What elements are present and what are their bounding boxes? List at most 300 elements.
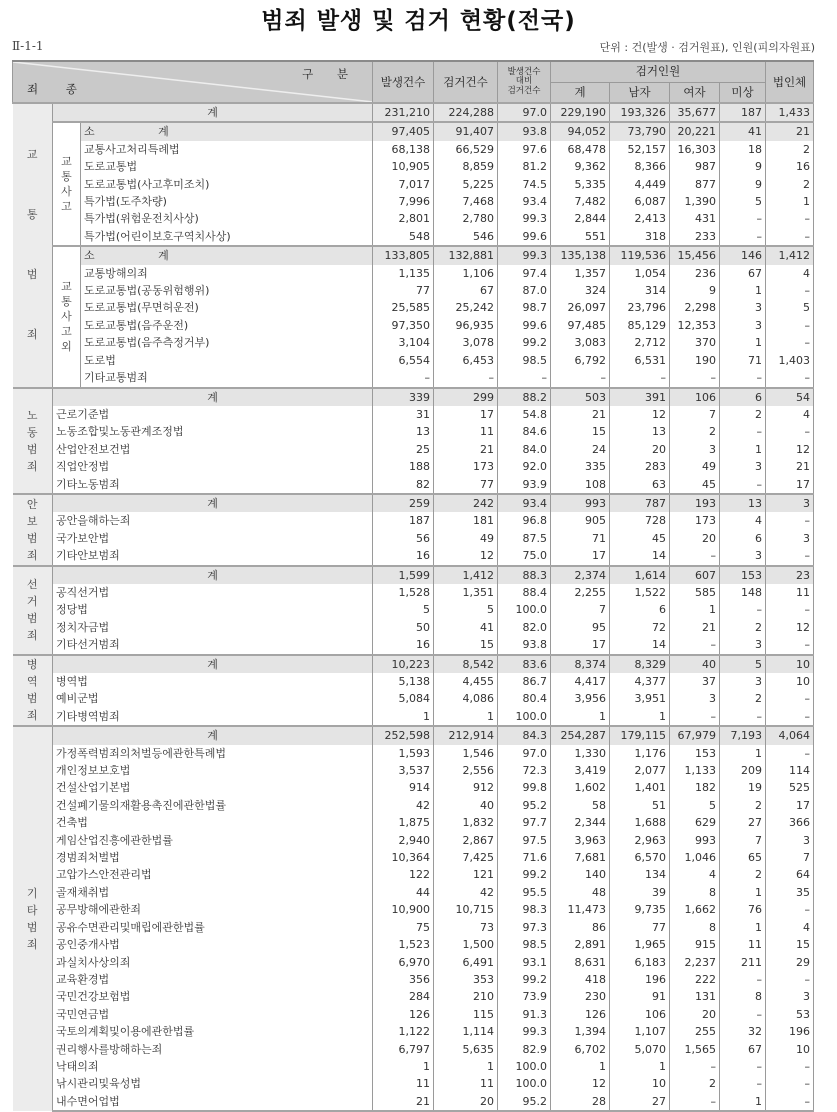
value-cell: 75.0	[498, 547, 551, 565]
value-cell: 1,522	[610, 584, 670, 601]
table-row	[13, 530, 814, 547]
row-name: 공유수면관리및매립에관한법률	[56, 920, 205, 934]
value-cell: 196	[610, 971, 670, 988]
group-label-char: 사	[61, 310, 72, 324]
value-cell: 915	[670, 936, 720, 953]
table-row	[13, 265, 814, 282]
value-cell: 95.5	[498, 884, 551, 901]
value-cell: 73	[434, 919, 498, 936]
value-cell: 91,407	[434, 122, 498, 140]
value-cell: 93.1	[498, 954, 551, 971]
value-cell: 84.3	[498, 726, 551, 744]
value-cell: 9	[720, 158, 766, 175]
group-label-char: 기	[26, 887, 38, 901]
value-cell: 114	[766, 762, 814, 779]
row-name: 기타안보범죄	[56, 549, 120, 563]
value-cell: 133,805	[373, 246, 434, 264]
table-row	[13, 779, 814, 796]
value-cell: 224,288	[434, 103, 498, 122]
value-cell: 4,064	[766, 726, 814, 744]
value-cell: 8,329	[610, 655, 670, 673]
row-name: 특가법(어린이보호구역치사상)	[84, 229, 231, 243]
value-cell: –	[766, 971, 814, 988]
value-cell: –	[720, 369, 766, 387]
value-cell: 1,688	[610, 814, 670, 831]
value-cell: 41	[434, 619, 498, 636]
value-cell: 1,107	[610, 1023, 670, 1040]
row-name: 기타노동범죄	[56, 477, 120, 491]
value-cell: –	[720, 1058, 766, 1075]
value-cell: 2,237	[670, 954, 720, 971]
row-name: 공무방해에관한죄	[56, 903, 142, 917]
value-cell: 912	[434, 779, 498, 796]
group-label-char: 선	[26, 578, 38, 592]
group-label-char: 범	[26, 692, 38, 706]
value-cell: 3	[720, 547, 766, 565]
value-cell: 82.9	[498, 1041, 551, 1058]
value-cell: –	[720, 1075, 766, 1092]
value-cell: 7	[766, 849, 814, 866]
value-cell: 97.0	[498, 745, 551, 762]
value-cell: –	[720, 1006, 766, 1023]
value-cell: 787	[610, 494, 670, 512]
value-cell: 335	[551, 458, 610, 475]
value-cell: 1	[373, 1058, 434, 1075]
value-cell: 100.0	[498, 1075, 551, 1092]
value-cell: 97.4	[498, 265, 551, 282]
table-row	[13, 601, 814, 618]
value-cell: 2,963	[610, 832, 670, 849]
row-name: 도로교통법(음주측정거부)	[84, 336, 210, 350]
value-cell: –	[766, 282, 814, 299]
value-cell: 84.0	[498, 441, 551, 458]
table-row	[13, 158, 814, 175]
value-cell: 187	[373, 512, 434, 529]
value-cell: 1,593	[373, 745, 434, 762]
value-cell: –	[766, 901, 814, 918]
value-cell: 21	[434, 441, 498, 458]
value-cell: –	[766, 745, 814, 762]
value-cell: 4	[766, 919, 814, 936]
value-cell: 11	[434, 423, 498, 440]
row-name: 정치자금법	[56, 620, 110, 634]
table-row	[13, 832, 814, 849]
value-cell: 126	[551, 1006, 610, 1023]
value-cell: 1,614	[610, 566, 670, 584]
value-cell: 64	[766, 866, 814, 883]
value-cell: –	[670, 547, 720, 565]
table-row	[13, 334, 814, 351]
row-name: 개인정보보호법	[56, 764, 131, 778]
group-label-char: 범	[26, 921, 38, 935]
row-name: 공인중개사법	[56, 938, 120, 952]
value-cell: 93.4	[498, 494, 551, 512]
value-cell: 4	[766, 265, 814, 282]
value-cell: 99.3	[498, 210, 551, 227]
value-cell: 92.0	[498, 458, 551, 475]
value-cell: 17	[551, 636, 610, 654]
header-ratio-line1: 발생건수	[507, 66, 541, 77]
row-name: 골재채취법	[56, 885, 110, 899]
value-cell: 233	[670, 228, 720, 246]
value-cell: 6,797	[373, 1041, 434, 1058]
value-cell: 41	[720, 122, 766, 140]
value-cell: 1,357	[551, 265, 610, 282]
value-cell: 16	[373, 636, 434, 654]
value-cell: 26,097	[551, 299, 610, 316]
value-cell: 31	[373, 406, 434, 423]
value-cell: 10	[766, 1041, 814, 1058]
value-cell: 25,585	[373, 299, 434, 316]
header-gubun: 구 분	[302, 67, 359, 81]
row-name: 국토의계획및이용에관한법률	[56, 1025, 195, 1039]
value-cell: 10	[766, 673, 814, 690]
value-cell: 98.5	[498, 936, 551, 953]
value-cell: 8,859	[434, 158, 498, 175]
value-cell: 5,635	[434, 1041, 498, 1058]
value-cell: –	[720, 971, 766, 988]
value-cell: 551	[551, 228, 610, 246]
value-cell: 95.2	[498, 797, 551, 814]
value-cell: 187	[720, 103, 766, 122]
value-cell: 73,790	[610, 122, 670, 140]
value-cell: 97.7	[498, 814, 551, 831]
value-cell: 181	[434, 512, 498, 529]
group-label-4	[13, 655, 53, 727]
value-cell: 73.9	[498, 988, 551, 1005]
row-name: 도로교통법(음주운전)	[84, 318, 189, 332]
value-cell: 4,417	[551, 673, 610, 690]
value-cell: 242	[434, 494, 498, 512]
value-cell: 5	[720, 655, 766, 673]
value-cell: 3,078	[434, 334, 498, 351]
value-cell: 140	[551, 866, 610, 883]
value-cell: 324	[551, 282, 610, 299]
value-cell: 4,377	[610, 673, 670, 690]
table-row	[13, 210, 814, 227]
header-arrested-persons: 검거인원	[551, 61, 766, 82]
value-cell: 66,529	[434, 141, 498, 158]
value-cell: 25,242	[434, 299, 498, 316]
table-row	[13, 690, 814, 707]
value-cell: 67,979	[670, 726, 720, 744]
value-cell: 299	[434, 388, 498, 406]
value-cell: 2	[670, 1075, 720, 1092]
row-name: 도로교통법(무면허운전)	[84, 301, 199, 315]
value-cell: 1	[720, 1093, 766, 1111]
row-name: 건설폐기물의재활용촉진에관한법률	[56, 798, 227, 812]
value-cell: 3	[670, 690, 720, 707]
value-cell: 148	[720, 584, 766, 601]
value-cell: 2	[766, 141, 814, 158]
row-name: 교통방해의죄	[84, 266, 148, 280]
value-cell: 6	[720, 530, 766, 547]
value-cell: 81.2	[498, 158, 551, 175]
value-cell: 2,780	[434, 210, 498, 227]
value-cell: 91	[610, 988, 670, 1005]
value-cell: 12	[551, 1075, 610, 1092]
table-row	[13, 1075, 814, 1092]
value-cell: 2,413	[610, 210, 670, 227]
table-row	[13, 423, 814, 440]
value-cell: 2,255	[551, 584, 610, 601]
value-cell: 5,084	[373, 690, 434, 707]
value-cell: 4,086	[434, 690, 498, 707]
row-name: 노동조합및노동관계조정법	[56, 425, 184, 439]
row-name: 도로교통법(공동위험행위)	[84, 284, 210, 298]
value-cell: –	[766, 210, 814, 227]
value-cell: –	[720, 228, 766, 246]
value-cell: 77	[434, 476, 498, 494]
table-row	[13, 193, 814, 210]
value-cell: 2,940	[373, 832, 434, 849]
value-cell: 283	[610, 458, 670, 475]
value-cell: 40	[434, 797, 498, 814]
value-cell: 7	[720, 832, 766, 849]
value-cell: 6,491	[434, 954, 498, 971]
value-cell: 19	[720, 779, 766, 796]
value-cell: 3,537	[373, 762, 434, 779]
row-name: 경범죄처벌법	[56, 851, 120, 865]
header-occur: 발생건수	[373, 61, 434, 103]
value-cell: 2	[720, 406, 766, 423]
value-cell: 2	[720, 619, 766, 636]
value-cell: 96.8	[498, 512, 551, 529]
value-cell: –	[720, 423, 766, 440]
row-name: 교육환경법	[56, 972, 110, 986]
value-cell: 96,935	[434, 317, 498, 334]
value-cell: 1	[720, 919, 766, 936]
table-code: Ⅱ-1-1	[12, 39, 44, 53]
value-cell: 72	[610, 619, 670, 636]
value-cell: 1,523	[373, 936, 434, 953]
value-cell: 1,565	[670, 1041, 720, 1058]
value-cell: 222	[670, 971, 720, 988]
table-row	[13, 458, 814, 475]
value-cell: –	[498, 369, 551, 387]
row-name: 정당법	[56, 603, 88, 617]
value-cell: 21	[373, 1093, 434, 1111]
group-label-char: 외	[61, 340, 72, 354]
row-name: 내수면어업법	[53, 1093, 373, 1111]
table-row	[13, 476, 814, 494]
value-cell: 67	[720, 1041, 766, 1058]
value-cell: –	[610, 369, 670, 387]
value-cell: –	[766, 601, 814, 618]
value-cell: 21	[766, 122, 814, 140]
value-cell: 97.6	[498, 141, 551, 158]
group-label-char: 죄	[26, 938, 38, 952]
table-row	[13, 1041, 814, 1058]
value-cell: 6,554	[373, 352, 434, 369]
group-total-row	[13, 388, 814, 406]
value-cell: 97,405	[373, 122, 434, 140]
value-cell: 71.6	[498, 849, 551, 866]
value-cell: 99.6	[498, 228, 551, 246]
value-cell: 17	[766, 797, 814, 814]
value-cell: 51	[610, 797, 670, 814]
value-cell: 88.3	[498, 566, 551, 584]
total-label: 계	[53, 566, 373, 584]
value-cell: 11	[373, 1075, 434, 1092]
row-name: 과실치사상의죄	[56, 955, 131, 969]
row-name: 도로법	[84, 353, 116, 367]
value-cell: 58	[551, 797, 610, 814]
value-cell: 211	[720, 954, 766, 971]
table-row	[13, 884, 814, 901]
value-cell: 122	[373, 866, 434, 883]
value-cell: 3	[766, 988, 814, 1005]
value-cell: 98.7	[498, 299, 551, 316]
value-cell: 1,122	[373, 1023, 434, 1040]
group-label-char: 죄	[26, 629, 38, 643]
header-ratio-line3: 검거건수	[507, 85, 541, 96]
value-cell: –	[670, 1093, 720, 1111]
row-name: 낙태의죄	[56, 1059, 99, 1073]
value-cell: 7,468	[434, 193, 498, 210]
value-cell: 11	[434, 1075, 498, 1092]
value-cell: –	[434, 369, 498, 387]
value-cell: 2	[720, 690, 766, 707]
value-cell: 3	[766, 494, 814, 512]
header-ratio-line2: 대비	[515, 76, 533, 87]
group-label-char: 사	[61, 185, 72, 199]
value-cell: 7,482	[551, 193, 610, 210]
value-cell: 6,087	[610, 193, 670, 210]
value-cell: 5,225	[434, 176, 498, 193]
row-name: 근로기준법	[56, 407, 110, 421]
value-cell: 97.3	[498, 919, 551, 936]
value-cell: 1,599	[373, 566, 434, 584]
value-cell: 5	[434, 601, 498, 618]
value-cell: 2,867	[434, 832, 498, 849]
value-cell: 8,631	[551, 954, 610, 971]
value-cell: 17	[434, 406, 498, 423]
value-cell: 6,970	[373, 954, 434, 971]
value-cell: 353	[434, 971, 498, 988]
row-name: 건축법	[56, 816, 88, 830]
value-cell: 12	[610, 406, 670, 423]
value-cell: 86	[551, 919, 610, 936]
value-cell: –	[670, 1058, 720, 1075]
value-cell: 209	[720, 762, 766, 779]
value-cell: 548	[373, 228, 434, 246]
value-cell: 284	[373, 988, 434, 1005]
row-name: 직업안정법	[56, 460, 110, 474]
value-cell: 12	[434, 547, 498, 565]
value-cell: 52,157	[610, 141, 670, 158]
value-cell: 431	[670, 210, 720, 227]
value-cell: 3,419	[551, 762, 610, 779]
value-cell: 6	[610, 601, 670, 618]
value-cell: 15	[766, 936, 814, 953]
value-cell: 7	[670, 406, 720, 423]
value-cell: 230	[551, 988, 610, 1005]
group-label-3	[13, 566, 53, 655]
value-cell: 9,735	[610, 901, 670, 918]
value-cell: 3	[720, 317, 766, 334]
row-name: 국민연금법	[56, 1007, 110, 1021]
value-cell: 339	[373, 388, 434, 406]
value-cell: 1	[766, 193, 814, 210]
value-cell: 370	[670, 334, 720, 351]
value-cell: 106	[610, 1006, 670, 1023]
value-cell: 68,138	[373, 141, 434, 158]
table-row	[13, 954, 814, 971]
value-cell: 8,542	[434, 655, 498, 673]
value-cell: 1	[720, 745, 766, 762]
value-cell: 83.6	[498, 655, 551, 673]
row-name: 기타병역범죄	[56, 709, 120, 723]
value-cell: 6,570	[610, 849, 670, 866]
value-cell: 182	[670, 779, 720, 796]
group-label-2	[13, 494, 53, 566]
value-cell: 1	[720, 334, 766, 351]
value-cell: 1	[434, 1058, 498, 1075]
row-name: 국가보안법	[56, 531, 110, 545]
row-name: 기타교통범죄	[84, 371, 148, 385]
value-cell: 14	[610, 547, 670, 565]
table-row	[13, 814, 814, 831]
row-name: 권리행사를방해하는죄	[56, 1042, 163, 1056]
value-cell: 607	[670, 566, 720, 584]
value-cell: 17	[766, 476, 814, 494]
value-cell: 95	[551, 619, 610, 636]
value-cell: 212,914	[434, 726, 498, 744]
value-cell: 7,681	[551, 849, 610, 866]
group-label-0	[13, 103, 53, 388]
value-cell: –	[766, 423, 814, 440]
value-cell: 3	[766, 530, 814, 547]
value-cell: 1,875	[373, 814, 434, 831]
value-cell: 173	[670, 512, 720, 529]
value-cell: 231,210	[373, 103, 434, 122]
value-cell: 56	[373, 530, 434, 547]
row-name: 산업안전보건법	[56, 442, 131, 456]
table-row	[13, 141, 814, 158]
value-cell: 10	[610, 1075, 670, 1092]
value-cell: 179,115	[610, 726, 670, 744]
value-cell: 190	[670, 352, 720, 369]
value-cell: –	[766, 708, 814, 726]
value-cell: 13	[373, 423, 434, 440]
header-joejong: 죄 종	[27, 82, 89, 96]
value-cell: 82.0	[498, 619, 551, 636]
value-cell: 503	[551, 388, 610, 406]
value-cell: 4	[766, 406, 814, 423]
value-cell: 8	[670, 919, 720, 936]
value-cell: 93.8	[498, 636, 551, 654]
value-cell: 39	[610, 884, 670, 901]
value-cell: 1	[720, 884, 766, 901]
value-cell: 50	[373, 619, 434, 636]
value-cell: 88.2	[498, 388, 551, 406]
value-cell: 525	[766, 779, 814, 796]
group-label-char: 교	[61, 155, 72, 169]
group-label-char: 통	[61, 170, 72, 184]
value-cell: –	[720, 210, 766, 227]
header-arrest: 검거건수	[434, 61, 498, 103]
value-cell: 8	[670, 884, 720, 901]
group-total-row	[13, 494, 814, 512]
value-cell: 7	[551, 601, 610, 618]
value-cell: 67	[720, 265, 766, 282]
value-cell: 74.5	[498, 176, 551, 193]
value-cell: 13	[720, 494, 766, 512]
table-row	[13, 1006, 814, 1023]
table-row	[13, 1058, 814, 1075]
value-cell: 1,135	[373, 265, 434, 282]
